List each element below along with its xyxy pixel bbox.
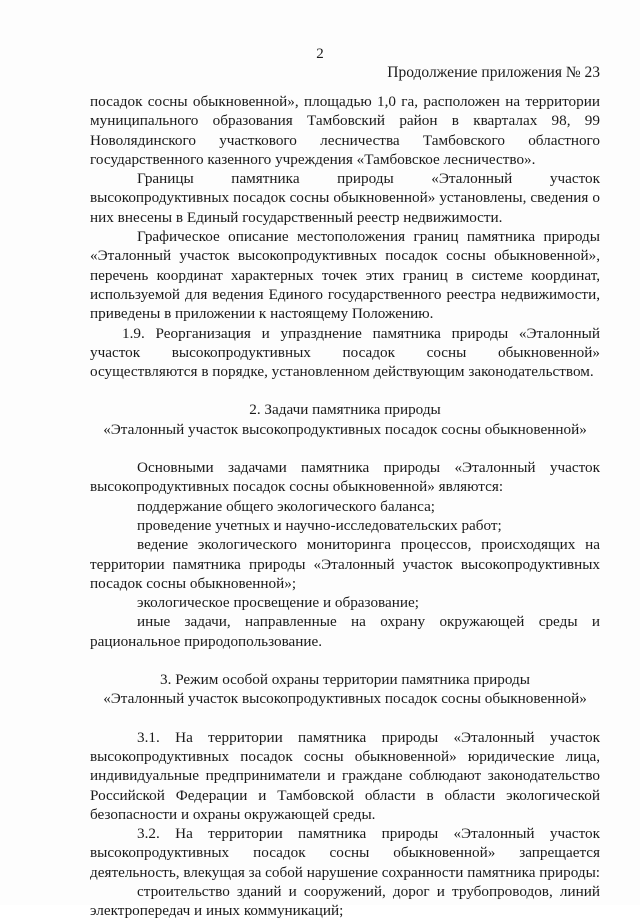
paragraph-tasks-intro: Основными задачами памятника природы «Эталонный участок высокопродуктивных посадок сосны обыкновенной» являются: bbox=[90, 459, 600, 496]
task-item: ведение экологического мониторинга процессов, происходящих на территории памятника природы «Эталонный участок высокопродуктивных посадок сосны обыкновенной»; bbox=[90, 536, 600, 592]
task-item: экологическое просвещение и образование; bbox=[137, 594, 419, 612]
paragraph-graphic-description: Графическое описание местоположения границ памятника природы «Эталонный участок высокопродуктивных посадок сосны обыкновенной», перечень координат характерных точек этих границ в системе координат, используемой для ведения Единого государственного реестра недвижимости, приведены в приложении к настоящему Положению. bbox=[90, 228, 600, 323]
paragraph-1-9: 1.9. Реорганизация и упразднение памятника природы «Эталонный участок высокопродуктивных посадок сосны обыкновенной» осуществляются в порядке, установленном действующим законодательством. bbox=[90, 324, 600, 381]
document-body bbox=[90, 92, 600, 921]
page-number: 2 bbox=[316, 46, 324, 62]
spacer bbox=[90, 709, 600, 728]
spacer bbox=[90, 381, 600, 400]
continuation-label: Продолжение приложения № 23 bbox=[387, 64, 600, 81]
section-3-heading: 3. Режим особой охраны территории памятника природы bbox=[160, 671, 530, 689]
paragraph-3-1: 3.1. На территории памятника природы «Эталонный участок высокопродуктивных посадок сосны обыкновенной» юридические лица, индивидуальные предприниматели и граждане соблюдают законодательство Российской Федерации и Тамбовской области в области экологической безопасности и охраны окружающей среды. bbox=[90, 728, 600, 823]
spacer bbox=[90, 439, 600, 458]
task-item: проведение учетных и научно-исследовательских работ; bbox=[137, 516, 502, 534]
prohibited-item: строительство зданий и сооружений, дорог и трубопроводов, линий электропередач и иных коммуникаций; bbox=[90, 882, 600, 920]
spacer bbox=[90, 651, 600, 670]
paragraph-location: посадок сосны обыкновенной», площадью 1,0 га, расположен на территории муниципального образования Тамбовский район в кварталах 98, 99 Новолядинского участкового лесничества Тамбовского областного государственного казенного учреждения «Тамбовское лесничество». bbox=[90, 93, 600, 168]
task-item: поддержание общего экологического баланса; bbox=[137, 497, 436, 515]
section-2-heading: 2. Задачи памятника природы bbox=[249, 401, 441, 419]
paragraph-boundaries: Границы памятника природы «Эталонный участок высокопродуктивных посадок сосны обыкновенной» установлены, сведения о них внесены в Единый государственный реестр недвижимости. bbox=[90, 170, 600, 226]
paragraph-3-2: 3.2. На территории памятника природы «Эталонный участок высокопродуктивных посадок сосны обыкновенной» запрещается деятельность, влекущая за собой нарушение сохранности памятника природы: bbox=[90, 825, 601, 881]
section-2-subheading: «Эталонный участок высокопродуктивных посадок сосны обыкновенной» bbox=[103, 420, 587, 438]
task-item: иные задачи, направленные на охрану окружающей среды и рациональное природопользование. bbox=[90, 613, 600, 650]
section-3-subheading: «Эталонный участок высокопродуктивных посадок сосны обыкновенной» bbox=[103, 690, 587, 708]
